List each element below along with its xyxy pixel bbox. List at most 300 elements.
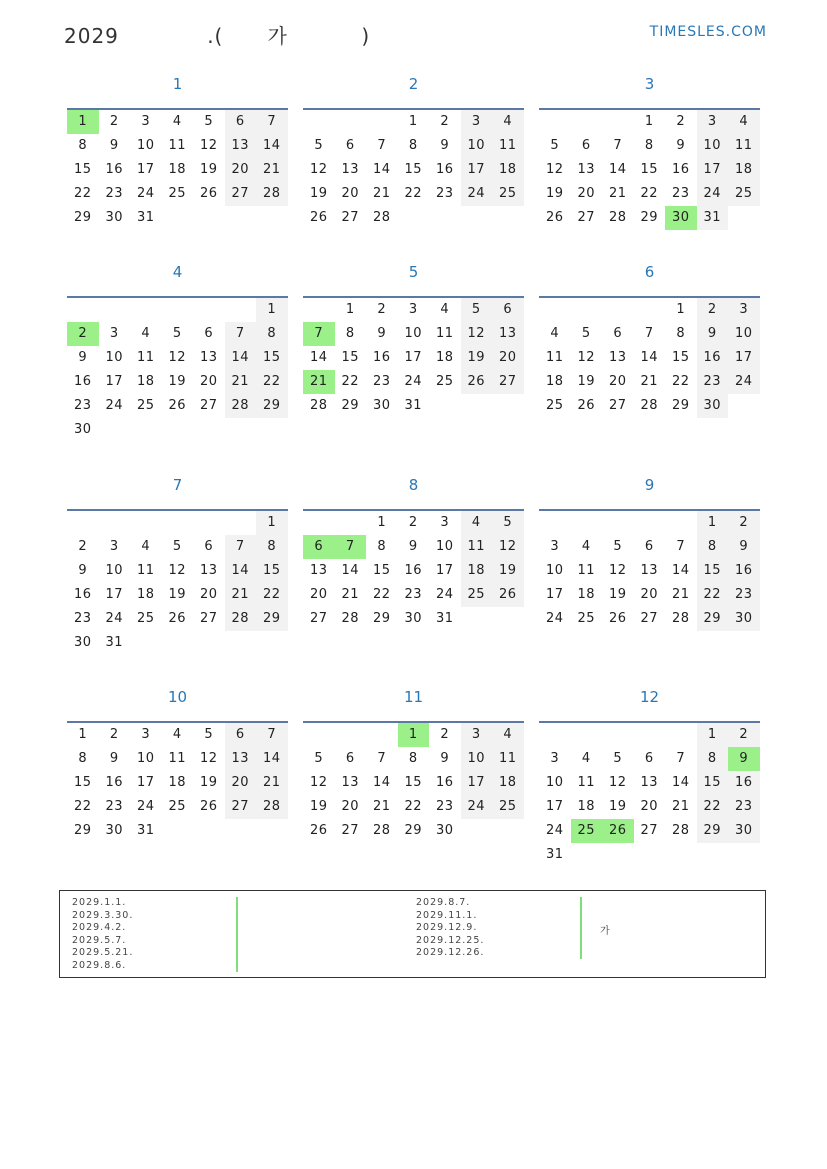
day-cell: 5 bbox=[613, 751, 623, 766]
day-cell: 23 bbox=[435, 186, 454, 201]
day-cell: 29 bbox=[372, 611, 391, 626]
day-cell: 21 bbox=[671, 587, 690, 602]
day-cell: 28 bbox=[256, 795, 288, 819]
day-cell: 15 bbox=[640, 162, 659, 177]
day-cell: 4 bbox=[581, 751, 591, 766]
day-cell: 25 bbox=[492, 182, 524, 206]
day-cell: 23 bbox=[73, 611, 92, 626]
day-cell: 25 bbox=[136, 611, 155, 626]
day-cell: 13 bbox=[199, 350, 218, 365]
day-cell: 19 bbox=[168, 374, 187, 389]
day-cell: 29 bbox=[341, 398, 360, 413]
day-cell: 21 bbox=[372, 799, 391, 814]
day-cell: 30 bbox=[105, 823, 124, 838]
day-cell: 9 bbox=[78, 350, 88, 365]
day-cell: 9 bbox=[728, 535, 760, 559]
day-cell: 16 bbox=[404, 563, 423, 578]
day-cell: 7 bbox=[377, 138, 387, 153]
day-cell: 6 bbox=[204, 539, 214, 554]
day-cell: 29 bbox=[404, 823, 423, 838]
day-cell: 27 bbox=[492, 370, 524, 394]
day-cell: 6 bbox=[225, 110, 257, 134]
day-cell: 1 bbox=[398, 723, 430, 747]
day-cell: 13 bbox=[577, 162, 596, 177]
day-cell: 20 bbox=[225, 158, 257, 182]
day-cell: 3 bbox=[461, 110, 493, 134]
day-cell: 11 bbox=[136, 563, 155, 578]
day-cell: 21 bbox=[608, 186, 627, 201]
day-cell: 18 bbox=[435, 350, 454, 365]
day-cell: 1 bbox=[67, 110, 99, 134]
day-cell: 14 bbox=[256, 747, 288, 771]
month-3 bbox=[539, 74, 760, 225]
day-cell: 26 bbox=[608, 611, 627, 626]
day-cell: 13 bbox=[640, 775, 659, 790]
day-cell: 3 bbox=[550, 539, 560, 554]
day-cell: 4 bbox=[440, 302, 450, 317]
day-cell: 10 bbox=[136, 138, 155, 153]
day-cell: 8 bbox=[377, 539, 387, 554]
day-cell: 16 bbox=[728, 559, 760, 583]
day-cell: 8 bbox=[408, 751, 418, 766]
legend-date: 2029.5.7. bbox=[72, 934, 127, 946]
day-cell: 15 bbox=[372, 563, 391, 578]
day-cell: 18 bbox=[168, 775, 187, 790]
day-cell: 11 bbox=[492, 747, 524, 771]
day-cell: 16 bbox=[105, 775, 124, 790]
month-6 bbox=[539, 262, 760, 413]
day-cell: 27 bbox=[225, 182, 257, 206]
day-cell: 22 bbox=[404, 186, 423, 201]
day-cell: 20 bbox=[640, 587, 659, 602]
day-cell: 9 bbox=[440, 751, 450, 766]
day-cell: 5 bbox=[613, 539, 623, 554]
day-cell: 26 bbox=[492, 583, 524, 607]
day-cell: 19 bbox=[492, 559, 524, 583]
day-cell: 23 bbox=[671, 186, 690, 201]
day-cell: 29 bbox=[256, 394, 288, 418]
day-cell: 8 bbox=[676, 326, 686, 341]
day-cell: 11 bbox=[168, 751, 187, 766]
day-cell: 4 bbox=[581, 539, 591, 554]
day-cell: 19 bbox=[608, 799, 627, 814]
day-cell: 16 bbox=[105, 162, 124, 177]
day-cell: 6 bbox=[345, 138, 355, 153]
day-cell: 16 bbox=[73, 374, 92, 389]
day-cell: 27 bbox=[199, 611, 218, 626]
day-cell: 29 bbox=[697, 607, 729, 631]
day-cell: 24 bbox=[728, 370, 760, 394]
day-cell: 2 bbox=[377, 302, 387, 317]
day-cell: 14 bbox=[225, 346, 257, 370]
legend-right-marker bbox=[580, 897, 582, 959]
day-cell: 29 bbox=[256, 607, 288, 631]
day-cell: 16 bbox=[697, 346, 729, 370]
month-1 bbox=[67, 74, 288, 225]
day-cell: 22 bbox=[671, 374, 690, 389]
day-cell: 8 bbox=[78, 138, 88, 153]
day-cell: 18 bbox=[545, 374, 564, 389]
day-cell: 3 bbox=[141, 727, 151, 742]
day-cell: 20 bbox=[577, 186, 596, 201]
day-cell: 15 bbox=[697, 771, 729, 795]
day-cell: 30 bbox=[73, 635, 92, 650]
day-cell: 10 bbox=[545, 563, 564, 578]
day-cell: 26 bbox=[168, 398, 187, 413]
day-cell: 21 bbox=[256, 158, 288, 182]
day-cell: 17 bbox=[545, 799, 564, 814]
day-cell: 1 bbox=[697, 723, 729, 747]
day-cell: 20 bbox=[341, 799, 360, 814]
day-cell: 7 bbox=[613, 138, 623, 153]
day-cell: 31 bbox=[435, 611, 454, 626]
legend-date: 2029.4.2. bbox=[72, 922, 127, 933]
day-cell: 14 bbox=[372, 775, 391, 790]
day-cell: 16 bbox=[435, 162, 454, 177]
day-cell: 30 bbox=[435, 823, 454, 838]
day-cell: 25 bbox=[435, 374, 454, 389]
day-cell: 3 bbox=[141, 114, 151, 129]
day-cell: 31 bbox=[105, 635, 124, 650]
day-cell: 26 bbox=[577, 398, 596, 413]
day-cell: 22 bbox=[640, 186, 659, 201]
day-cell: 4 bbox=[141, 326, 151, 341]
day-cell: 6 bbox=[225, 723, 257, 747]
day-cell: 3 bbox=[408, 302, 418, 317]
day-cell: 5 bbox=[492, 511, 524, 535]
month-title: 12 bbox=[639, 688, 660, 706]
day-cell: 26 bbox=[199, 799, 218, 814]
day-cell: 23 bbox=[105, 799, 124, 814]
day-cell: 24 bbox=[545, 611, 564, 626]
day-cell: 17 bbox=[545, 587, 564, 602]
day-cell: 31 bbox=[697, 206, 729, 230]
day-cell: 27 bbox=[640, 823, 659, 838]
day-cell: 2 bbox=[109, 114, 119, 129]
month-title: 7 bbox=[172, 476, 183, 494]
day-cell: 31 bbox=[136, 210, 155, 225]
day-cell: 9 bbox=[109, 751, 119, 766]
day-cell: 11 bbox=[435, 326, 454, 341]
day-cell: 25 bbox=[728, 182, 760, 206]
day-cell: 24 bbox=[136, 799, 155, 814]
day-cell: 24 bbox=[461, 795, 493, 819]
month-title: 2 bbox=[408, 75, 419, 93]
day-cell: 7 bbox=[676, 539, 686, 554]
legend-date: 2029.3.30. bbox=[72, 909, 134, 921]
day-cell: 5 bbox=[581, 326, 591, 341]
day-cell: 9 bbox=[676, 138, 686, 153]
day-cell: 26 bbox=[461, 370, 493, 394]
day-cell: 20 bbox=[492, 346, 524, 370]
day-cell: 12 bbox=[309, 162, 328, 177]
day-cell: 13 bbox=[199, 563, 218, 578]
day-cell: 15 bbox=[73, 775, 92, 790]
legend-date: 2029.5.21. bbox=[72, 947, 134, 958]
day-cell: 5 bbox=[172, 539, 182, 554]
holiday-legend bbox=[59, 890, 766, 978]
day-cell: 28 bbox=[225, 394, 257, 418]
day-cell: 10 bbox=[728, 322, 760, 346]
day-cell: 13 bbox=[492, 322, 524, 346]
day-cell: 8 bbox=[256, 322, 288, 346]
day-cell: 22 bbox=[697, 795, 729, 819]
day-cell: 6 bbox=[613, 326, 623, 341]
day-cell: 2 bbox=[408, 515, 418, 530]
day-cell: 27 bbox=[640, 611, 659, 626]
day-cell: 14 bbox=[309, 350, 328, 365]
day-cell: 27 bbox=[341, 210, 360, 225]
day-cell: 19 bbox=[199, 162, 218, 177]
day-cell: 30 bbox=[73, 422, 92, 437]
day-cell: 7 bbox=[256, 110, 288, 134]
day-cell: 27 bbox=[577, 210, 596, 225]
day-cell: 18 bbox=[136, 374, 155, 389]
day-cell: 22 bbox=[73, 186, 92, 201]
day-cell: 25 bbox=[461, 583, 493, 607]
day-cell: 6 bbox=[492, 298, 524, 322]
day-cell: 17 bbox=[435, 563, 454, 578]
day-cell: 28 bbox=[225, 607, 257, 631]
day-cell: 3 bbox=[109, 539, 119, 554]
day-cell: 24 bbox=[105, 398, 124, 413]
day-cell: 28 bbox=[341, 611, 360, 626]
day-cell: 21 bbox=[303, 370, 335, 394]
legend-holiday-name: 가 bbox=[600, 925, 610, 937]
legend-date: 2029.12.9. bbox=[416, 922, 478, 933]
day-cell: 2 bbox=[728, 511, 760, 535]
day-cell: 21 bbox=[671, 799, 690, 814]
day-cell: 15 bbox=[697, 559, 729, 583]
day-cell: 9 bbox=[377, 326, 387, 341]
month-10 bbox=[67, 687, 288, 838]
day-cell: 20 bbox=[640, 799, 659, 814]
day-cell: 7 bbox=[676, 751, 686, 766]
day-cell: 5 bbox=[550, 138, 560, 153]
day-cell: 2 bbox=[728, 723, 760, 747]
day-cell: 30 bbox=[372, 398, 391, 413]
day-cell: 15 bbox=[256, 346, 288, 370]
legend-date: 2029.8.6. bbox=[72, 959, 127, 971]
day-cell: 2 bbox=[676, 114, 686, 129]
day-cell: 25 bbox=[168, 186, 187, 201]
day-cell: 7 bbox=[225, 322, 257, 346]
month-divider bbox=[67, 509, 288, 511]
day-cell: 3 bbox=[461, 723, 493, 747]
day-cell: 15 bbox=[404, 775, 423, 790]
day-cell: 26 bbox=[199, 186, 218, 201]
day-cell: 22 bbox=[73, 799, 92, 814]
page-title: 2029 .( 가 ) bbox=[64, 24, 371, 48]
month-7 bbox=[67, 475, 288, 650]
day-cell: 28 bbox=[309, 398, 328, 413]
day-cell: 16 bbox=[73, 587, 92, 602]
day-cell: 31 bbox=[404, 398, 423, 413]
day-cell: 28 bbox=[671, 611, 690, 626]
day-cell: 13 bbox=[341, 775, 360, 790]
day-cell: 1 bbox=[676, 302, 686, 317]
day-cell: 1 bbox=[644, 114, 654, 129]
day-cell: 7 bbox=[644, 326, 654, 341]
month-12 bbox=[539, 687, 760, 862]
day-cell: 24 bbox=[435, 587, 454, 602]
day-cell: 2 bbox=[697, 298, 729, 322]
day-cell: 4 bbox=[728, 110, 760, 134]
month-title: 4 bbox=[172, 263, 183, 281]
day-cell: 1 bbox=[345, 302, 355, 317]
day-cell: 3 bbox=[550, 751, 560, 766]
day-cell: 23 bbox=[728, 795, 760, 819]
day-cell: 23 bbox=[372, 374, 391, 389]
day-cell: 22 bbox=[341, 374, 360, 389]
month-2 bbox=[303, 74, 524, 225]
month-11 bbox=[303, 687, 524, 838]
day-cell: 23 bbox=[404, 587, 423, 602]
day-cell: 31 bbox=[136, 823, 155, 838]
day-cell: 21 bbox=[225, 370, 257, 394]
day-cell: 26 bbox=[168, 611, 187, 626]
day-cell: 4 bbox=[550, 326, 560, 341]
day-cell: 2 bbox=[78, 539, 88, 554]
day-cell: 27 bbox=[341, 823, 360, 838]
day-cell: 17 bbox=[105, 587, 124, 602]
day-cell: 11 bbox=[461, 535, 493, 559]
day-cell: 24 bbox=[404, 374, 423, 389]
day-cell: 2 bbox=[109, 727, 119, 742]
day-cell: 14 bbox=[608, 162, 627, 177]
day-cell: 17 bbox=[105, 374, 124, 389]
day-cell: 26 bbox=[309, 823, 328, 838]
day-cell: 4 bbox=[492, 110, 524, 134]
day-cell: 1 bbox=[377, 515, 387, 530]
day-cell: 18 bbox=[728, 158, 760, 182]
day-cell: 11 bbox=[728, 134, 760, 158]
day-cell: 19 bbox=[461, 346, 493, 370]
day-cell: 1 bbox=[256, 511, 288, 535]
legend-date: 2029.12.26. bbox=[416, 947, 485, 958]
day-cell: 30 bbox=[697, 394, 729, 418]
day-cell: 13 bbox=[225, 134, 257, 158]
day-cell: 22 bbox=[256, 583, 288, 607]
day-cell: 26 bbox=[309, 210, 328, 225]
day-cell: 17 bbox=[461, 158, 493, 182]
day-cell: 28 bbox=[372, 823, 391, 838]
day-cell: 24 bbox=[136, 186, 155, 201]
day-cell: 13 bbox=[608, 350, 627, 365]
day-cell: 25 bbox=[168, 799, 187, 814]
day-cell: 10 bbox=[461, 134, 493, 158]
day-cell: 24 bbox=[461, 182, 493, 206]
month-title: 10 bbox=[167, 688, 188, 706]
day-cell: 24 bbox=[105, 611, 124, 626]
day-cell: 19 bbox=[545, 186, 564, 201]
day-cell: 16 bbox=[671, 162, 690, 177]
day-cell: 18 bbox=[577, 587, 596, 602]
day-cell: 21 bbox=[256, 771, 288, 795]
day-cell: 13 bbox=[640, 563, 659, 578]
day-cell: 13 bbox=[341, 162, 360, 177]
day-cell: 10 bbox=[545, 775, 564, 790]
month-9 bbox=[539, 475, 760, 626]
day-cell: 14 bbox=[671, 563, 690, 578]
day-cell: 30 bbox=[728, 819, 760, 843]
day-cell: 19 bbox=[199, 775, 218, 790]
legend-date: 2029.1.1. bbox=[72, 897, 127, 908]
legend-date: 2029.11.1. bbox=[416, 909, 478, 921]
day-cell: 4 bbox=[461, 511, 493, 535]
day-cell: 20 bbox=[309, 587, 328, 602]
day-cell: 5 bbox=[461, 298, 493, 322]
day-cell: 8 bbox=[697, 535, 729, 559]
day-cell: 28 bbox=[372, 210, 391, 225]
day-cell: 21 bbox=[372, 186, 391, 201]
day-cell: 27 bbox=[225, 795, 257, 819]
day-cell: 12 bbox=[168, 563, 187, 578]
day-cell: 9 bbox=[728, 747, 760, 771]
day-cell: 17 bbox=[728, 346, 760, 370]
day-cell: 10 bbox=[105, 350, 124, 365]
legend-left-marker bbox=[236, 897, 238, 972]
month-4 bbox=[67, 262, 288, 437]
day-cell: 11 bbox=[136, 350, 155, 365]
day-cell: 6 bbox=[644, 751, 654, 766]
day-cell: 29 bbox=[671, 398, 690, 413]
day-cell: 1 bbox=[256, 298, 288, 322]
day-cell: 8 bbox=[345, 326, 355, 341]
day-cell: 28 bbox=[671, 823, 690, 838]
day-cell: 11 bbox=[545, 350, 564, 365]
day-cell: 15 bbox=[73, 162, 92, 177]
day-cell: 5 bbox=[314, 751, 324, 766]
day-cell: 18 bbox=[168, 162, 187, 177]
day-cell: 5 bbox=[204, 727, 214, 742]
day-cell: 1 bbox=[697, 511, 729, 535]
day-cell: 9 bbox=[109, 138, 119, 153]
day-cell: 14 bbox=[372, 162, 391, 177]
brand-link[interactable]: TIMESLES.COM bbox=[649, 24, 767, 40]
month-divider bbox=[67, 296, 288, 298]
day-cell: 8 bbox=[644, 138, 654, 153]
day-cell: 20 bbox=[225, 771, 257, 795]
day-cell: 15 bbox=[341, 350, 360, 365]
day-cell: 5 bbox=[314, 138, 324, 153]
day-cell: 18 bbox=[136, 587, 155, 602]
day-cell: 19 bbox=[168, 587, 187, 602]
day-cell: 4 bbox=[172, 727, 182, 742]
day-cell: 9 bbox=[697, 322, 729, 346]
day-cell: 14 bbox=[341, 563, 360, 578]
day-cell: 21 bbox=[640, 374, 659, 389]
day-cell: 14 bbox=[671, 775, 690, 790]
day-cell: 19 bbox=[577, 374, 596, 389]
day-cell: 17 bbox=[697, 158, 729, 182]
day-cell: 15 bbox=[256, 559, 288, 583]
day-cell: 11 bbox=[577, 775, 596, 790]
day-cell: 22 bbox=[372, 587, 391, 602]
day-cell: 2 bbox=[67, 322, 99, 346]
day-cell: 12 bbox=[608, 775, 627, 790]
day-cell: 24 bbox=[545, 823, 564, 838]
day-cell: 28 bbox=[608, 210, 627, 225]
day-cell: 22 bbox=[404, 799, 423, 814]
day-cell: 6 bbox=[644, 539, 654, 554]
day-cell: 14 bbox=[256, 134, 288, 158]
legend-left-column bbox=[72, 897, 133, 972]
day-cell: 25 bbox=[571, 819, 603, 843]
day-cell: 27 bbox=[608, 398, 627, 413]
day-cell: 5 bbox=[204, 114, 214, 129]
day-cell: 6 bbox=[204, 326, 214, 341]
